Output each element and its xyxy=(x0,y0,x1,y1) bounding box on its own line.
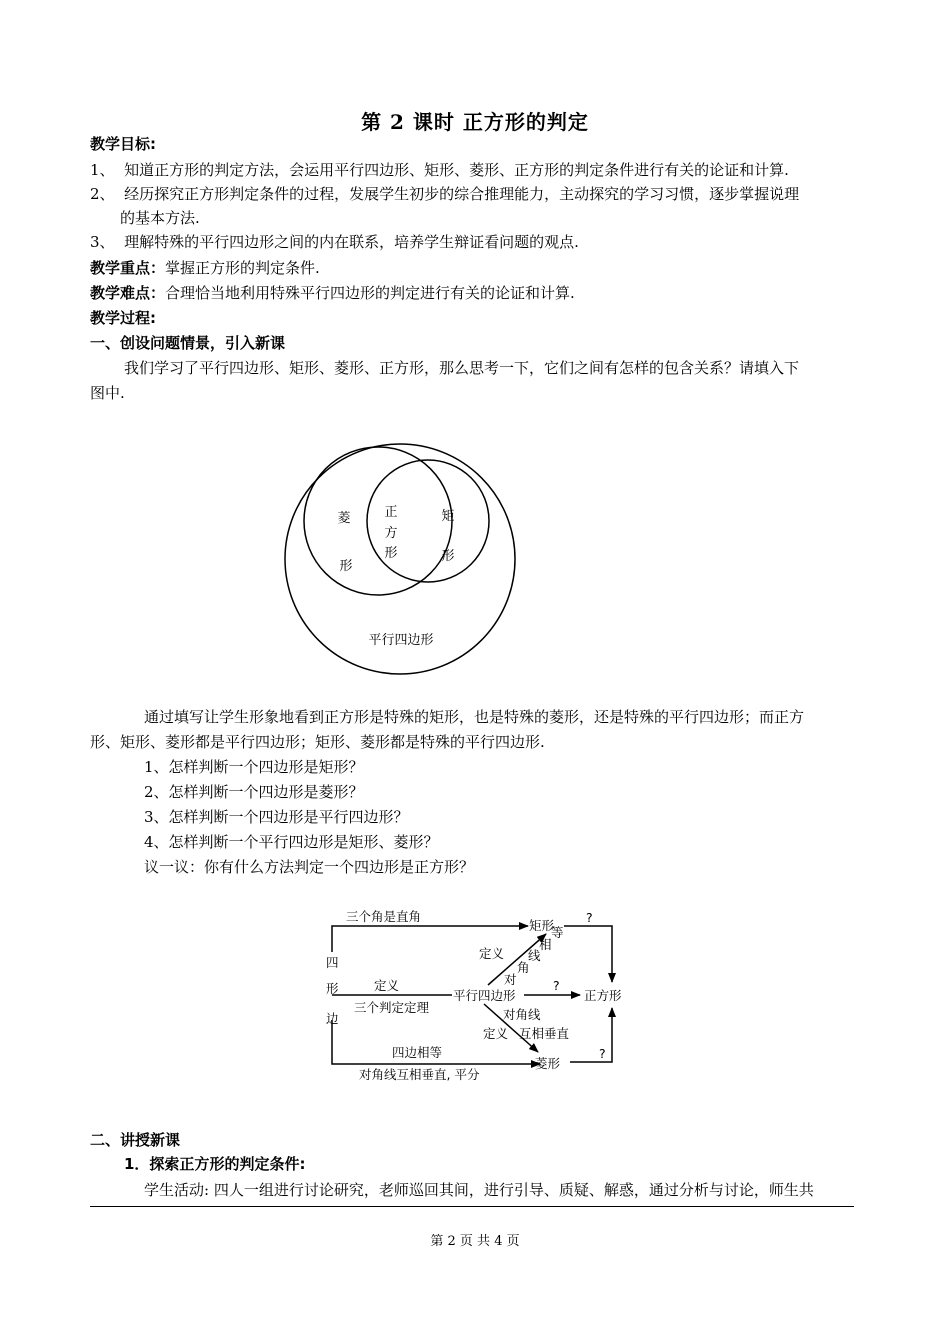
flow-parallelogram: 平行四边形 xyxy=(453,988,516,1003)
flow-diag-eq-1: 对 xyxy=(504,972,517,987)
venn-rectangle-1: 矩 xyxy=(441,509,455,524)
flow-quad-1: 四 xyxy=(326,955,339,970)
flow-diag-eq-5: 等 xyxy=(551,925,564,940)
flow-q2: ? xyxy=(553,978,560,993)
flow-quad-3: 边 xyxy=(326,1011,339,1026)
venn-square-3: 形 xyxy=(384,546,398,561)
venn-diagram xyxy=(280,440,525,682)
objective-1: 1、 知道正方形的判定方法，会运用平行四边形、矩形、菱形、正方形的判定条件进行有关的论证和计算. xyxy=(90,161,789,179)
flow-square: 正方形 xyxy=(584,988,622,1003)
flow-rectangle: 矩形 xyxy=(529,918,555,933)
objective-2-cont: 的基本方法. xyxy=(120,209,200,227)
flow-rhombus: 菱形 xyxy=(535,1056,561,1071)
question-3: 3、怎样判断一个四边形是平行四边形？ xyxy=(144,808,409,826)
page-footer: 第 2 页 共 4 页 xyxy=(430,1234,520,1249)
section2-para: 学生活动: 四人一组进行讨论研究，老师巡回其间，进行引导、质疑、解惑，通过分析与讨论，师生共 xyxy=(144,1181,814,1199)
objectives-heading: 教学目标: xyxy=(90,135,156,153)
venn-parallelogram: 平行四边形 xyxy=(368,633,434,648)
flow-diag-eq-4: 相 xyxy=(539,937,552,952)
flow-definition-2: 定义 xyxy=(479,946,505,961)
section1-para-line2: 图中. xyxy=(90,384,125,402)
page-title: 第 2 课时 正方形的判定 xyxy=(361,110,589,134)
flow-diag-eq-3: 线 xyxy=(528,948,541,963)
venn-square-1: 正 xyxy=(384,505,398,520)
flow-diag-eq-2: 角 xyxy=(517,960,530,975)
section1-heading: 一、创设问题情景，引入新课 xyxy=(90,334,286,352)
discussion-question: 议一议：你有什么方法判定一个四边形是正方形？ xyxy=(144,858,475,876)
para2-line2: 形、矩形、菱形都是平行四边形；矩形、菱形都是特殊的平行四边形. xyxy=(90,733,545,751)
flow-diag-perp-2: 互相垂直 xyxy=(519,1026,570,1041)
objective-2: 2、 经历探究正方形判定条件的过程，发展学生初步的综合推理能力，主动探究的学习习惯，逐步掌握说理 xyxy=(90,185,800,203)
flow-q3: ? xyxy=(599,1046,606,1061)
difficulty: 教学难点：合理恰当地利用特殊平行四边形的判定进行有关的论证和计算. xyxy=(90,284,575,302)
section2-sub: 1．探索正方形的判定条件: xyxy=(124,1155,306,1173)
flow-diag-perp-1: 对角线 xyxy=(503,1007,541,1022)
process-heading: 教学过程: xyxy=(90,309,156,327)
rectangle-circle xyxy=(367,460,489,582)
venn-rectangle-2: 形 xyxy=(441,549,455,564)
venn-rhombus-2: 形 xyxy=(339,559,353,574)
flow-diag-perp-bisect: 对角线互相垂直, 平分 xyxy=(359,1067,480,1082)
key-point: 教学重点：掌握正方形的判定条件. xyxy=(90,259,320,277)
rhombus-circle xyxy=(304,447,455,595)
arrow-rectangle-to-square xyxy=(564,926,612,982)
question-2: 2、怎样判断一个四边形是菱形？ xyxy=(144,783,364,801)
para2-line1: 通过填写让学生形象地看到正方形是特殊的矩形，也是特殊的菱形，还是特殊的平行四边形；而正方 xyxy=(144,708,805,726)
section1-para-line1: 我们学习了平行四边形、矩形、菱形、正方形，那么思考一下，它们之间有怎样的包含关系？请填入下 xyxy=(124,359,800,377)
venn-rhombus-1: 菱 xyxy=(337,511,351,526)
venn-square-2: 方 xyxy=(384,526,398,541)
flow-diagram xyxy=(316,900,646,1090)
question-1: 1、怎样判断一个四边形是矩形？ xyxy=(144,758,364,776)
flow-three-right-angles: 三个角是直角 xyxy=(346,909,422,924)
flow-quad-2: 形 xyxy=(326,981,339,996)
question-4: 4、怎样判断一个平行四边形是矩形、菱形？ xyxy=(144,833,439,851)
objective-3: 3、 理解特殊的平行四边形之间的内在联系，培养学生辩证看问题的观点. xyxy=(90,233,579,251)
flow-q1: ? xyxy=(586,910,593,925)
flow-four-sides-equal: 四边相等 xyxy=(392,1045,443,1060)
arrow-rhombus-to-square xyxy=(570,1008,612,1062)
section2-heading: 二、讲授新课 xyxy=(90,1131,181,1149)
footer-rule xyxy=(90,1206,854,1207)
flow-three-theorems: 三个判定定理 xyxy=(354,1000,430,1015)
flow-definition-1: 定义 xyxy=(374,978,400,993)
flow-definition-3: 定义 xyxy=(483,1026,509,1041)
